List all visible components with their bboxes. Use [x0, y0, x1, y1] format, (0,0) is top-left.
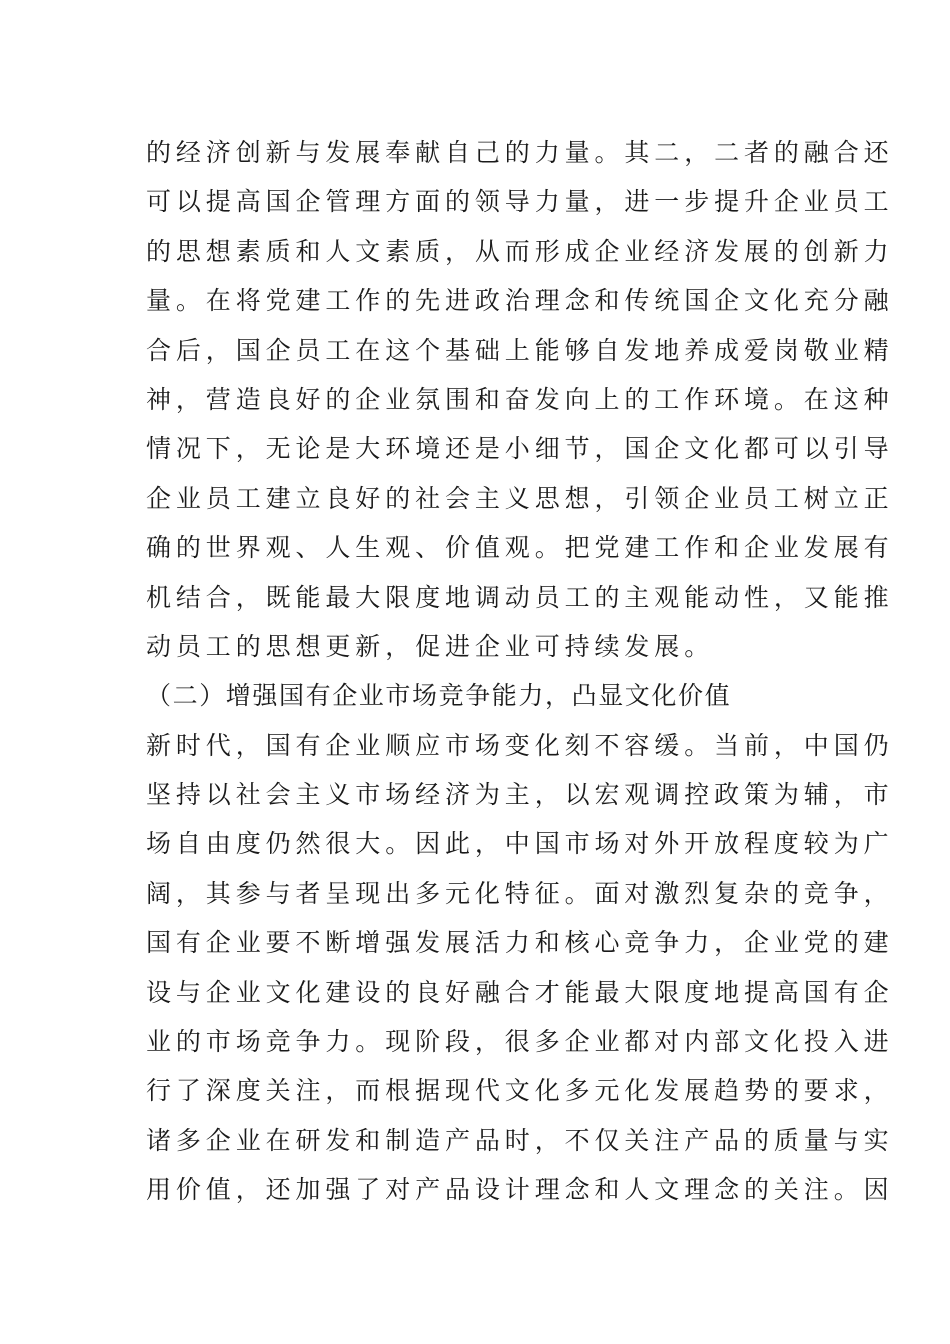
text-line: 国有企业要不断增强发展活力和核心竞争力，企业党的建: [146, 928, 894, 958]
text-line: 阔，其参与者呈现出多元化特征。面对激烈复杂的竞争，: [146, 878, 894, 908]
text-line: 机结合，既能最大限度地调动员工的主观能动性，又能推: [146, 582, 894, 612]
text-line: 设与企业文化建设的良好融合才能最大限度地提高国有企: [146, 977, 894, 1007]
text-line: 的思想素质和人文素质，从而形成企业经济发展的创新力: [146, 236, 894, 266]
text-line: 行了深度关注，而根据现代文化多元化发展趋势的要求，: [146, 1076, 894, 1106]
text-line: 动员工的思想更新，促进企业可持续发展。: [146, 631, 715, 661]
text-line: 坚持以社会主义市场经济为主，以宏观调控政策为辅，市: [146, 780, 894, 810]
paragraph-2: [146, 721, 894, 1215]
text-line: 情况下，无论是大环境还是小细节，国企文化都可以引导: [146, 434, 894, 464]
body-text: [146, 128, 894, 1215]
text-line: 用价值，还加强了对产品设计理念和人文理念的关注。因: [146, 1175, 894, 1205]
text-line: 企业员工建立良好的社会主义思想，引领企业员工树立正: [146, 483, 894, 513]
text-line: 业的市场竞争力。现阶段，很多企业都对内部文化投入进: [146, 1027, 894, 1057]
text-line: 神，营造良好的企业氛围和奋发向上的工作环境。在这种: [146, 384, 894, 414]
text-line: 诸多企业在研发和制造产品时，不仅关注产品的质量与实: [146, 1125, 894, 1155]
text-line: 确的世界观、人生观、价值观。把党建工作和企业发展有: [146, 533, 894, 563]
text-line: 量。在将党建工作的先进政治理念和传统国企文化充分融: [146, 286, 894, 316]
text-line: 场自由度仍然很大。因此，中国市场对外开放程度较为广: [146, 829, 894, 859]
text-line: 可以提高国企管理方面的领导力量，进一步提升企业员工: [146, 187, 894, 217]
paragraph-1: [146, 128, 894, 671]
text-line: 的经济创新与发展奉献自己的力量。其二，二者的融合还: [146, 138, 894, 167]
section-heading: （二）增强国有企业市场竞争能力，凸显文化价值: [146, 681, 732, 711]
text-line: 合后，国企员工在这个基础上能够自发地养成爱岗敬业精: [146, 335, 894, 365]
text-line: 新时代，国有企业顺应市场变化刻不容缓。当前，中国仍: [146, 730, 894, 760]
